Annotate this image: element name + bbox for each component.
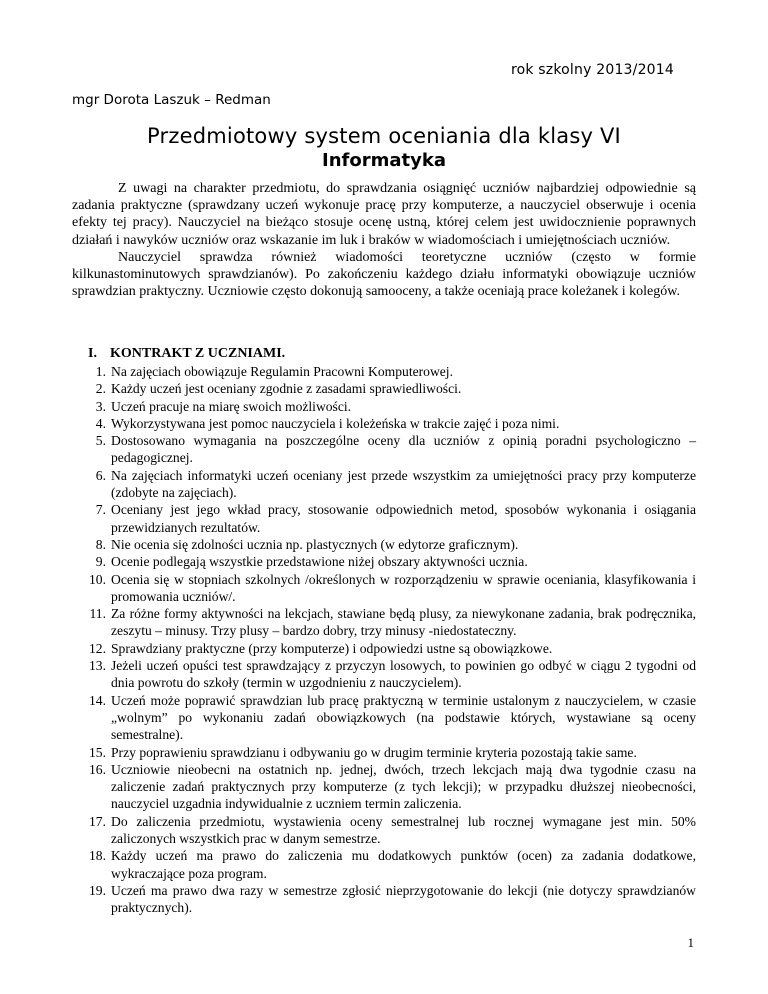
document-subtitle: Informatyka (322, 150, 446, 171)
item-number: 14. (89, 692, 106, 708)
item-number: 4. (95, 415, 106, 431)
list-item (80, 744, 696, 761)
item-text: Jeżeli uczeń opuści test sprawdzający z przyczyn losowych, to powinien go odbyć w ciągu 2 tygodni od dnia powrotu do szkoły (termin w uzgodnieniu z nauczycielem). (111, 658, 696, 691)
author-name: mgr Dorota Laszuk – Redman (72, 92, 271, 108)
list-item (80, 813, 696, 848)
item-text: Do zaliczenia przedmiotu, wystawienia oceny semestralnej lub rocznej wymagane jest min. 50% zaliczonych wszystkich prac w danym semestrze. (111, 813, 696, 847)
list-item (80, 571, 696, 606)
section-numeral: I. (88, 346, 97, 361)
item-number: 7. (95, 502, 106, 518)
item-number: 18. (89, 848, 106, 864)
item-text: Za różne formy aktywności na lekcjach, stawiane będą plusy, za niewykonane zadania, brak podręcznika, zeszytu – minusy. Trzy plusy – bardzo dobry, trzy minusy -niedostateczny. (111, 606, 696, 639)
list-item (80, 432, 696, 467)
item-number: 8. (95, 536, 106, 552)
item-text: Uczeń może poprawić sprawdzian lub pracę praktyczną w terminie ustalonym z nauczycielem, w czasie „wolnym” po wykonaniu zadań obowiązkowych (na podstawie których, wystawiane są oceny semestralne). (111, 692, 696, 743)
item-number: 16. (89, 761, 106, 777)
item-number: 9. (95, 554, 106, 570)
list-item (80, 467, 696, 502)
item-number: 11. (89, 606, 106, 622)
section-heading (88, 346, 285, 362)
item-text: Każdy uczeń ma prawo do zaliczenia mu dodatkowych punktów (ocen) za zadania dodatkowe, wykraczające poza program. (111, 848, 696, 881)
list-item (80, 501, 696, 536)
list-item (80, 640, 696, 657)
item-text: Uczeń pracuje na miarę swoich możliwości. (111, 398, 352, 414)
item-number: 13. (89, 658, 106, 674)
list-item (80, 415, 696, 432)
intro-paragraph: Z uwagi na charakter przedmiotu, do sprawdzania osiągnięć uczniów najbardziej odpowiednie są zadania praktyczne (sprawdzany uczeń wykonuje pracę przy komputerze, a nauczyciel obserwuje i ocenia efekty tej pracy). Nauczyciel na bieżąco stosuje ocenę ustną, której celem jest uwidocznienie poprawnych działań i nawyków uczniów oraz wskazanie im luk i braków w wiadomościach i umiejętnościach uczniów. (72, 181, 696, 248)
section-title: KONTRAKT Z UCZNIAMI. (110, 346, 286, 361)
list-item (80, 398, 696, 415)
item-number: 12. (89, 640, 106, 656)
page-number: 1 (687, 935, 694, 950)
item-text: Wykorzystywana jest pomoc nauczyciela i koleżeńska w trakcie zajęć i poza nimi. (111, 415, 560, 431)
item-text: Ocenie podlegają wszystkie przedstawione niżej obszary aktywności ucznia. (111, 554, 528, 570)
item-text: Każdy uczeń jest oceniany zgodnie z zasadami sprawiedliwości. (111, 381, 462, 397)
item-text: Sprawdziany praktyczne (przy komputerze) i odpowiedzi ustne są obowiązkowe. (111, 640, 553, 656)
item-number: 17. (89, 813, 106, 829)
list-item (80, 882, 696, 917)
rules-list (80, 363, 696, 917)
list-item (80, 553, 696, 570)
item-text: Dostosowano wymagania na poszczególne oceny dla uczniów z opinią poradni psychologiczno – pedagogicznej. (111, 433, 696, 466)
intro-text (72, 180, 696, 300)
item-number: 5. (95, 433, 106, 449)
item-number: 10. (89, 571, 106, 587)
item-text: Na zajęciach obowiązuje Regulamin Pracowni Komputerowej. (111, 364, 453, 379)
item-text: Oceniany jest jego wkład pracy, stosowanie odpowiednich metod, sposobów wykonania i osiągania przewidzianych rezultatów. (111, 502, 696, 535)
list-item (80, 847, 696, 882)
list-item (80, 380, 696, 397)
item-number: 2. (95, 381, 106, 397)
item-number: 3. (95, 398, 106, 414)
item-number: 19. (89, 882, 106, 898)
item-text: Uczniowie nieobecni na ostatnich np. jednej, dwóch, trzech lekcjach mają dwa tygodnie czasu na zaliczenie zadań praktycznych przy komputerze (z tych lekcji); w przypadku dłuższej nieobecności, nauczyciel uzgadnia indywidualnie z uczniem termin zaliczenia. (111, 761, 696, 812)
list-item (80, 761, 696, 813)
list-item (80, 657, 696, 692)
item-number: 1. (95, 364, 106, 379)
item-text: Uczeń ma prawo dwa razy w semestrze zgłosić nieprzygotowanie do lekcji (nie dotyczy sprawdzianów praktycznych). (111, 882, 696, 916)
intro-paragraph: Nauczyciel sprawdza również wiadomości teoretyczne uczniów (często w formie kilkunastominutowych sprawdzianów). Po zakończeniu każdego działu informatyki obowiązuje uczniów sprawdzian praktyczny. Uczniowie często dokonują samooceny, a także oceniają prace koleżanek i kolegów. (72, 249, 696, 300)
item-number: 15. (89, 744, 106, 760)
list-item (80, 363, 696, 380)
list-item (80, 536, 696, 553)
document-title: Przedmiotowy system oceniania dla klasy VI (147, 124, 621, 148)
item-number: 6. (95, 467, 106, 483)
list-item (80, 692, 696, 744)
item-text: Ocenia się w stopniach szkolnych /określonych w rozporządzeniu w sprawie oceniania, klasyfikowania i promowania uczniów/. (111, 571, 696, 604)
item-text: Przy poprawieniu sprawdzianu i odbywaniu go w drugim terminie kryteria pozostają takie same. (111, 744, 637, 760)
list-item (80, 605, 696, 640)
school-year: rok szkolny 2013/2014 (510, 62, 674, 78)
item-text: Nie ocenia się zdolności ucznia np. plastycznych (w edytorze graficznym). (111, 536, 519, 552)
item-text: Na zajęciach informatyki uczeń oceniany jest przede wszystkim za umiejętności pracy przy komputerze (zdobyte na zajęciach). (111, 467, 696, 501)
